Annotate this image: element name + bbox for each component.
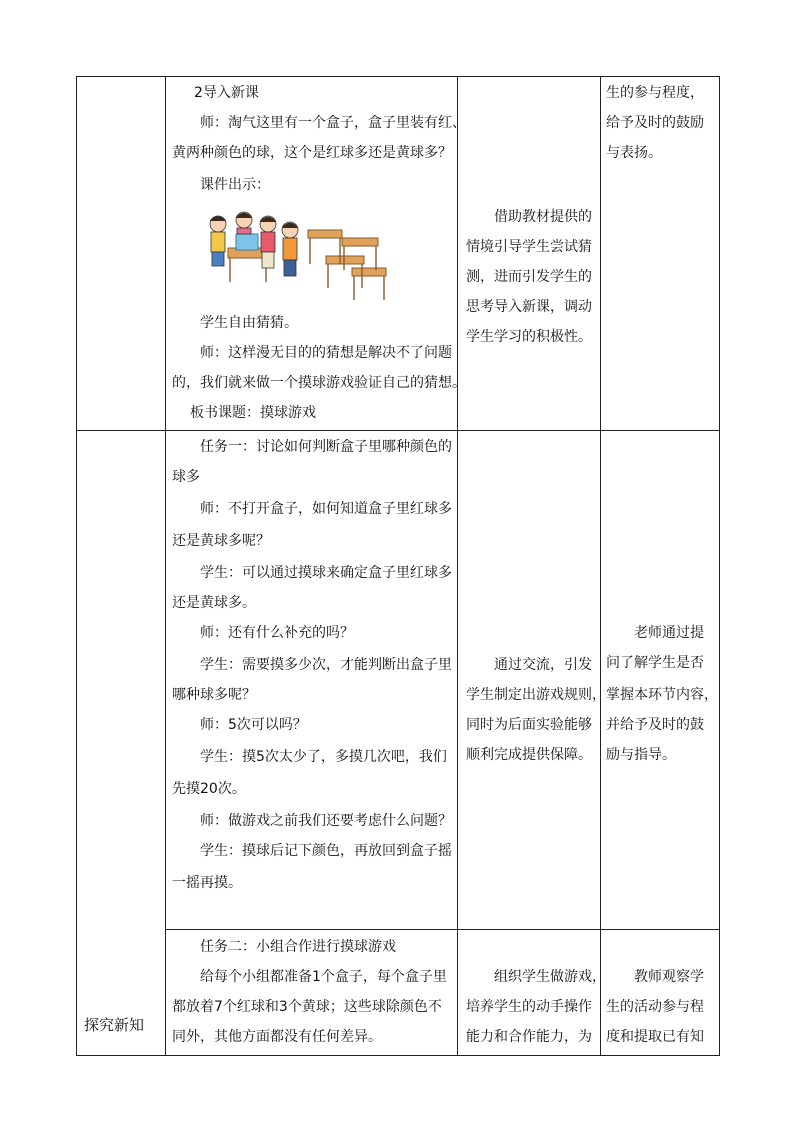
intent-line: 借助教材提供的 — [494, 209, 592, 225]
lesson-plan-table — [76, 76, 719, 1056]
evaluation-line: 生的参与程度， — [606, 85, 704, 101]
task2-line: 给每个小组都准备1个盒子，每个盒子里 — [200, 969, 447, 985]
task1-line: 学生：摸5次太少了，多摸几次吧，我们 — [200, 749, 447, 765]
student-guess-line: 学生自由猜猜。 — [200, 315, 298, 331]
intent-line: 测，进而引发学生的 — [466, 269, 592, 285]
task2-line: 任务二：小组合作进行摸球游戏 — [200, 939, 396, 955]
task1-line: 师：做游戏之前我们还要考虑什么问题？ — [200, 813, 452, 829]
intent-line: 能力和合作能力，为 — [466, 1029, 592, 1045]
intent-line: 组织学生做游戏， — [494, 969, 606, 985]
evaluation-line: 励与指导。 — [606, 747, 676, 763]
task1-line: 师：还有什么补充的吗？ — [200, 625, 354, 641]
evaluation-line: 掌握本环节内容， — [606, 687, 718, 703]
section-heading-intro: 2导入新课 — [194, 85, 259, 101]
task1-line: 学生：需要摸多少次，才能判断出盒子里 — [200, 657, 452, 673]
teacher-line-cont: 黄两种颜色的球，这个是红球多还是黄球多？ — [172, 145, 452, 161]
table-border-left — [76, 76, 77, 1056]
intent-line: 同时为后面实验能够 — [466, 717, 592, 733]
classroom-illustration — [202, 208, 390, 306]
intent-line: 培养学生的动手操作 — [466, 999, 592, 1015]
board-title-line: 板书课题：摸球游戏 — [190, 405, 316, 421]
teacher-line-2: 师：这样漫无目的的猜想是解决不了问题 — [200, 345, 452, 361]
task1-line: 还是黄球多。 — [172, 595, 256, 611]
intent-line: 学生学习的积极性。 — [466, 329, 592, 345]
task2-line: 都放着7个红球和3个黄球；这些球除颜色不 — [172, 999, 442, 1015]
evaluation-line: 度和提取已有知 — [606, 1029, 704, 1045]
intent-line: 顺利完成提供保障。 — [466, 747, 592, 763]
evaluation-line: 老师通过提 — [634, 625, 704, 641]
task2-line: 同外，其他方面都没有任何差异。 — [172, 1029, 382, 1045]
intent-line: 思考导入新课，调动 — [466, 299, 592, 315]
task1-line: 师：5次可以吗？ — [200, 717, 307, 733]
evaluation-line: 问了解学生是否 — [606, 655, 704, 671]
row-divider-2 — [165, 929, 719, 930]
evaluation-line: 生的活动参与程 — [606, 999, 704, 1015]
evaluation-line: 教师观察学 — [634, 969, 704, 985]
task1-line: 学生：可以通过摸球来确定盒子里红球多 — [200, 565, 452, 581]
table-border-right — [719, 76, 720, 1056]
column-divider-1 — [165, 76, 166, 1056]
task1-line: 学生：摸球后记下颜色，再放回到盒子摇 — [200, 843, 452, 859]
teacher-line: 师：淘气这里有一个盒子，盒子里装有红、 — [200, 115, 466, 131]
courseware-label: 课件出示： — [200, 177, 270, 193]
task1-line: 还是黄球多呢？ — [172, 533, 270, 549]
row-divider-1 — [76, 430, 719, 431]
task1-line: 一摇再摸。 — [172, 875, 242, 891]
task1-line: 球多 — [172, 469, 200, 485]
teacher-line-2-cont: 的，我们就来做一个摸球游戏验证自己的猜想。 — [172, 375, 466, 391]
table-border-bottom — [76, 1055, 719, 1056]
table-border-top — [76, 76, 719, 77]
intent-line: 通过交流，引发 — [494, 657, 592, 673]
task1-line: 先摸20次。 — [172, 781, 246, 797]
evaluation-line: 与表扬。 — [606, 145, 662, 161]
intent-line: 情境引导学生尝试猜 — [466, 239, 592, 255]
task1-line: 师：不打开盒子，如何知道盒子里红球多 — [200, 501, 452, 517]
stage-label: 探究新知 — [84, 1016, 145, 1034]
task1-line: 哪种球多呢？ — [172, 687, 256, 703]
intent-line: 学生制定出游戏规则， — [466, 687, 606, 703]
evaluation-line: 给予及时的鼓励 — [606, 115, 704, 131]
task1-line: 任务一：讨论如何判断盒子里哪种颜色的 — [200, 439, 452, 455]
evaluation-line: 并给予及时的鼓 — [606, 717, 704, 733]
